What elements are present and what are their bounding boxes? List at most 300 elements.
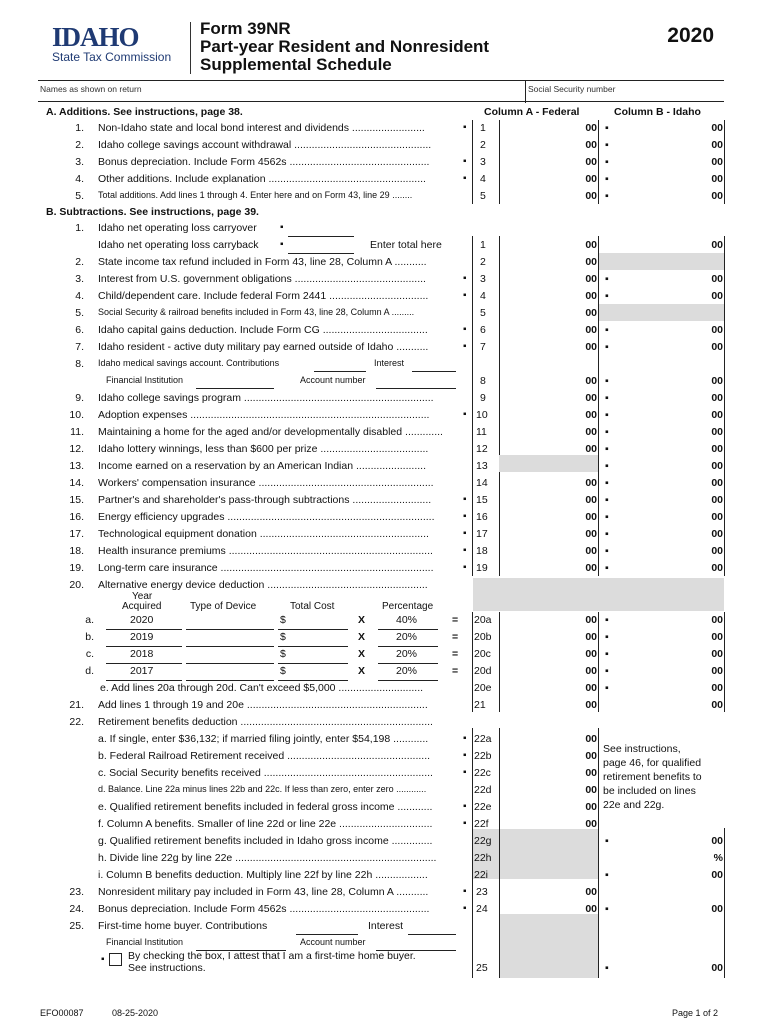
line-description: h. Divide line 22g by line 22e ..................................................................... <box>98 852 437 864</box>
bullet-marker: ▪ <box>463 324 467 335</box>
total-cost-header: Total Cost <box>290 601 335 612</box>
cents-col-b: 00 <box>711 290 723 302</box>
cents-col-b: 00 <box>711 139 723 151</box>
cents-col-b: 00 <box>711 665 723 677</box>
line-number: 3. <box>75 156 84 168</box>
multiply-sign: X <box>358 665 366 677</box>
box-number: 22d <box>474 784 492 796</box>
bullet-marker: ▪ <box>605 375 609 387</box>
bullet-marker: ▪ <box>463 818 467 829</box>
section-a-title: A. Additions. See instructions, page 38. <box>46 106 243 118</box>
cents-col-b: 00 <box>711 648 723 660</box>
box-number: 1 <box>480 122 486 134</box>
line-number: 22. <box>69 716 84 728</box>
bullet-marker: ▪ <box>605 477 609 489</box>
bullet-marker: ▪ <box>463 750 467 761</box>
year-line <box>106 680 182 681</box>
line-b1-carryback <box>0 239 770 256</box>
multiply-sign: X <box>358 614 366 626</box>
box-number: 15 <box>476 494 488 506</box>
line-b20b <box>0 631 770 648</box>
line-description: Idaho college savings program ................................................................. <box>98 392 434 404</box>
line-description: Idaho net operating loss carryback <box>98 239 259 251</box>
tax-year: 2020 <box>667 24 714 47</box>
line-number: 12. <box>69 443 84 455</box>
box-number: 22a <box>474 733 492 745</box>
form-title-line2: Supplemental Schedule <box>200 55 392 74</box>
bullet-marker: ▪ <box>605 409 609 421</box>
box-number: 9 <box>480 392 486 404</box>
bullet-marker: ▪ <box>463 767 467 778</box>
percentage-value: 20% <box>396 631 418 643</box>
box-number: 20e <box>474 682 492 694</box>
line-description: Other additions. Include explanation ...................................................... <box>98 173 426 185</box>
line-b19 <box>0 562 770 579</box>
cents-col-b: 00 <box>711 962 723 974</box>
year-header: Year <box>132 591 153 602</box>
cents-col-a: 00 <box>585 545 597 557</box>
line-number: 18. <box>69 545 84 557</box>
bullet-marker: ▪ <box>463 903 467 914</box>
cents-col-a: 00 <box>585 614 597 626</box>
line-description: Total additions. Add lines 1 through 4. Enter here and on Form 43, line 29 ........ <box>98 190 413 200</box>
cents-col-b: 00 <box>711 122 723 134</box>
bullet-marker: ▪ <box>605 392 609 404</box>
box-number: 16 <box>476 511 488 523</box>
bullet-marker: ▪ <box>605 528 609 540</box>
bullet-marker: ▪ <box>463 273 467 284</box>
institution-input-line[interactable] <box>196 388 274 389</box>
bullet-marker: ▪ <box>605 631 609 643</box>
cents-col-b: 00 <box>711 477 723 489</box>
attest-text: See instructions. <box>128 962 206 974</box>
dollar-sign: $ <box>280 631 286 643</box>
cents-col-a: 00 <box>585 341 597 353</box>
cents-col-a: 00 <box>585 392 597 404</box>
cents-col-a: 00 <box>585 290 597 302</box>
bullet-marker: ▪ <box>605 443 609 455</box>
cents-col-a: 00 <box>585 324 597 336</box>
bullet-marker: ▪ <box>605 614 609 626</box>
line-b5 <box>0 307 770 324</box>
box-number: 25 <box>476 962 488 974</box>
bullet-marker: ▪ <box>605 324 609 336</box>
box-number: 2 <box>480 139 486 151</box>
line-b25 <box>0 920 770 937</box>
bullet-marker: ▪ <box>605 545 609 557</box>
device-type-input[interactable] <box>186 629 274 630</box>
cents-col-b: 00 <box>711 631 723 643</box>
box-number: 5 <box>480 190 486 202</box>
account-input-line[interactable] <box>376 388 456 389</box>
line-b6 <box>0 324 770 341</box>
line-description: Bonus depreciation. Include Form 4562s ................................................ <box>98 903 430 915</box>
cents-col-a: 00 <box>585 375 597 387</box>
line-number: 25. <box>69 920 84 932</box>
line-b20d <box>0 665 770 682</box>
cents-col-a: 00 <box>585 767 597 779</box>
cents-col-b: 00 <box>711 375 723 387</box>
cents-col-b: 00 <box>711 528 723 540</box>
interest-label: Interest <box>368 920 404 932</box>
box-number: 17 <box>476 528 488 540</box>
line-b17 <box>0 528 770 545</box>
interest-input-line[interactable] <box>408 934 456 935</box>
cents-col-b: 00 <box>711 273 723 285</box>
line-description: Non-Idaho state and local bond interest and dividends ......................... <box>98 122 425 134</box>
line-description: Idaho medical savings account. Contributions <box>98 358 280 368</box>
line-b2 <box>0 256 770 273</box>
line-number: 24. <box>69 903 84 915</box>
cents-col-b: 00 <box>711 682 723 694</box>
line-description: d. Balance. Line 22a minus lines 22b and 22c. If less than zero, enter zero ............ <box>98 784 427 794</box>
line-b7 <box>0 341 770 358</box>
line-number: 17. <box>69 528 84 540</box>
bullet-marker: ▪ <box>463 341 467 352</box>
cents-col-b: 00 <box>711 392 723 404</box>
box-number: 6 <box>480 324 486 336</box>
line-number: 13. <box>69 460 84 472</box>
cents-col-b: 00 <box>711 426 723 438</box>
line-number: 15. <box>69 494 84 506</box>
line-description: Idaho college savings account withdrawal ............................................... <box>98 139 432 151</box>
bullet-marker: ▪ <box>605 648 609 660</box>
multiply-sign: X <box>358 648 366 660</box>
line-description: State income tax refund included in Form 43, line 28, Column A ........... <box>98 256 427 268</box>
line-number: 2. <box>75 256 84 268</box>
form-date: 08-25-2020 <box>112 1008 159 1018</box>
cents-col-b: 00 <box>711 835 723 847</box>
page-number: Page 1 of 2 <box>672 1008 719 1018</box>
device-type-header: Type of Device <box>190 601 257 612</box>
bullet-marker: ▪ <box>463 290 467 301</box>
cents-col-a: 00 <box>585 426 597 438</box>
line-description: Partner's and shareholder's pass-through subtractions ........................... <box>98 494 432 506</box>
device-type-input[interactable] <box>186 646 274 647</box>
line-description: Interest from U.S. government obligations ............................................. <box>98 273 426 285</box>
line-number: 8. <box>75 358 84 370</box>
line-number: 5. <box>75 190 84 202</box>
line-b25-attest-2 <box>0 962 770 979</box>
logo-mark: IDAHO <box>52 22 139 52</box>
box-number: 22g <box>474 835 492 847</box>
interest-input-line[interactable] <box>412 371 456 372</box>
line-description: Idaho net operating loss carryover <box>98 222 257 234</box>
names-label: Names as shown on return <box>40 84 142 94</box>
box-number: 4 <box>480 290 486 302</box>
line-description: a. If single, enter $36,132; if married filing jointly, enter $54,198 ............ <box>98 733 429 745</box>
box-number: 4 <box>480 173 486 185</box>
box-number: 22h <box>474 852 492 864</box>
line-number: 14. <box>69 477 84 489</box>
account-number-label: Account number <box>300 375 366 385</box>
form-header <box>38 16 738 72</box>
box-number: 21 <box>474 699 486 711</box>
box-number: 3 <box>480 156 486 168</box>
cents-col-b: 00 <box>711 173 723 185</box>
column-b-header: Column B - Idaho <box>614 106 701 118</box>
cents-col-a: 00 <box>585 494 597 506</box>
line-b22f <box>0 818 770 835</box>
line-number: 5. <box>75 307 84 319</box>
bullet-marker: ▪ <box>463 409 467 420</box>
equals-sign: = <box>452 631 459 643</box>
cents-col-a: 00 <box>585 801 597 813</box>
year-value: 2020 <box>130 614 154 626</box>
line-description: Technological equipment donation .......................................................... <box>98 528 429 540</box>
year-line <box>106 663 182 664</box>
line-number: 7. <box>75 341 84 353</box>
line-number: 1. <box>75 222 84 234</box>
line-b9 <box>0 392 770 409</box>
cents-col-a: 00 <box>585 511 597 523</box>
percent-sign: % <box>713 852 723 864</box>
cents-col-a: 00 <box>585 886 597 898</box>
multiply-sign: X <box>358 631 366 643</box>
bullet-marker: ▪ <box>463 156 467 167</box>
bullet-marker: ▪ <box>605 511 609 523</box>
line-b20e <box>0 682 770 699</box>
bullet-marker: ▪ <box>463 886 467 897</box>
form-number: Form 39NR <box>200 19 291 38</box>
percentage-line <box>378 680 438 681</box>
bullet-marker: ▪ <box>463 801 467 812</box>
box-number: 12 <box>476 443 488 455</box>
line-b15 <box>0 494 770 511</box>
line-description: Social Security & railroad benefits included in Form 43, line 28, Column A ......... <box>98 307 415 317</box>
attest-text: By checking the box, I attest that I am a first-time home buyer. <box>128 950 416 962</box>
line-b8-contributions <box>0 358 770 375</box>
line-b20a <box>0 614 770 631</box>
cents-col-b: 00 <box>711 562 723 574</box>
bullet-marker: ▪ <box>605 460 609 472</box>
bullet-marker: ▪ <box>605 139 609 151</box>
cents-col-b: 00 <box>711 460 723 472</box>
line-b21 <box>0 699 770 716</box>
line-b13 <box>0 460 770 477</box>
box-number: 14 <box>476 477 488 489</box>
line-number: d. <box>85 665 94 677</box>
bullet-marker: ▪ <box>280 222 284 233</box>
box-number: 5 <box>480 307 486 319</box>
cents-col-a: 00 <box>585 173 597 185</box>
total-cost-input[interactable] <box>278 629 348 630</box>
box-number: 22f <box>474 818 489 830</box>
cents-col-b: 00 <box>711 869 723 881</box>
bullet-marker: ▪ <box>605 426 609 438</box>
line-b24 <box>0 903 770 920</box>
bullet-marker: ▪ <box>605 290 609 302</box>
box-number: 20c <box>474 648 491 660</box>
column-a-header: Column A - Federal <box>484 106 580 118</box>
line-number: 6. <box>75 324 84 336</box>
line-b8-institution <box>0 375 770 392</box>
cents-col-b: 00 <box>711 511 723 523</box>
line-b3 <box>0 273 770 290</box>
acquired-header: Acquired <box>122 601 162 612</box>
equals-sign: = <box>452 665 459 677</box>
line-a4 <box>0 173 770 190</box>
year-value: 2018 <box>130 648 154 660</box>
line-number: b. <box>85 631 94 643</box>
line-description: Idaho capital gains deduction. Include Form CG .................................... <box>98 324 428 336</box>
line-b22i <box>0 869 770 886</box>
financial-institution-label: Financial Institution <box>106 937 184 947</box>
bullet-marker: ▪ <box>605 273 609 285</box>
bullet-marker: ▪ <box>101 954 105 965</box>
line-b23 <box>0 886 770 903</box>
account-number-label: Account number <box>300 937 366 947</box>
line-a5 <box>0 190 770 207</box>
cents-col-b: 00 <box>711 341 723 353</box>
line-number: c. <box>85 648 94 660</box>
line-description: Income earned on a reservation by an American Indian ........................ <box>98 460 427 472</box>
cents-col-a: 00 <box>585 239 597 251</box>
line-b22g <box>0 835 770 852</box>
line-number: 4. <box>75 173 84 185</box>
line-number: 19. <box>69 562 84 574</box>
line-description: Nonresident military pay included in Form 43, line 28, Column A ........... <box>98 886 429 898</box>
dollar-sign: $ <box>280 614 286 626</box>
enter-total-label: Enter total here <box>370 239 442 251</box>
cents-col-a: 00 <box>585 750 597 762</box>
line-b4 <box>0 290 770 307</box>
cents-col-b: 00 <box>711 699 723 711</box>
cents-col-a: 00 <box>585 903 597 915</box>
line-description: Idaho lottery winnings, less than $600 per prize ..................................... <box>98 443 429 455</box>
year-line <box>106 629 182 630</box>
device-type-input[interactable] <box>186 680 274 681</box>
idaho-logo <box>52 24 202 64</box>
percentage-value: 40% <box>396 614 418 626</box>
line-description: Alternative energy device deduction ....................................................... <box>98 579 428 591</box>
line-number: 2. <box>75 139 84 151</box>
dollar-sign: $ <box>280 665 286 677</box>
bullet-marker: ▪ <box>463 511 467 522</box>
percentage-value: 20% <box>396 648 418 660</box>
total-cost-input[interactable] <box>278 646 348 647</box>
ssn-label: Social Security number <box>528 84 616 94</box>
line-description: b. Federal Railroad Retirement received ................................................. <box>98 750 431 762</box>
box-number: 22e <box>474 801 492 813</box>
line-b22h <box>0 852 770 869</box>
line-number: 3. <box>75 273 84 285</box>
total-cost-input[interactable] <box>278 663 348 664</box>
box-number: 10 <box>476 409 488 421</box>
retirement-note <box>603 742 721 812</box>
dollar-sign: $ <box>280 648 286 660</box>
cents-col-a: 00 <box>585 409 597 421</box>
line-b12 <box>0 443 770 460</box>
box-number: 13 <box>476 460 488 472</box>
line-description: c. Social Security benefits received .......................................................... <box>98 767 433 779</box>
equals-sign: = <box>452 648 459 660</box>
line-description: Energy efficiency upgrades ....................................................................... <box>98 511 435 523</box>
carryover-input-line[interactable] <box>288 236 354 237</box>
box-number: 11 <box>476 426 487 438</box>
line-description: Maintaining a home for the aged and/or developmentally disabled ............. <box>98 426 443 438</box>
bullet-marker: ▪ <box>463 733 467 744</box>
line-b10 <box>0 409 770 426</box>
note-line: 22e and 22g. <box>603 799 665 811</box>
carryback-input-line[interactable] <box>288 253 354 254</box>
interest-label: Interest <box>374 358 405 368</box>
line-number: 4. <box>75 290 84 302</box>
cents-col-b: 00 <box>711 409 723 421</box>
note-line: See instructions, <box>603 743 681 755</box>
year-value: 2017 <box>130 665 154 677</box>
device-type-input[interactable] <box>186 663 274 664</box>
percentage-line <box>378 663 438 664</box>
year-line <box>106 646 182 647</box>
line-description: Add lines 1 through 19 and 20e .............................................................. <box>98 699 428 711</box>
percentage-line <box>378 646 438 647</box>
box-number: 8 <box>480 375 486 387</box>
box-number: 19 <box>476 562 488 574</box>
bullet-marker: ▪ <box>463 173 467 184</box>
cents-col-a: 00 <box>585 818 597 830</box>
bullet-marker: ▪ <box>605 156 609 168</box>
box-number: 3 <box>480 273 486 285</box>
bullet-marker: ▪ <box>463 494 467 505</box>
box-number: 20b <box>474 631 492 643</box>
bullet-marker: ▪ <box>463 528 467 539</box>
cents-col-a: 00 <box>585 307 597 319</box>
cents-col-a: 00 <box>585 477 597 489</box>
note-line: page 46, for qualified <box>603 757 702 769</box>
bullet-marker: ▪ <box>605 190 609 202</box>
line-a1 <box>0 122 770 139</box>
bullet-marker: ▪ <box>605 173 609 185</box>
cents-col-b: 00 <box>711 614 723 626</box>
line-a3 <box>0 156 770 173</box>
cents-col-b: 00 <box>711 324 723 336</box>
cents-col-a: 00 <box>585 528 597 540</box>
line-description: f. Column A benefits. Smaller of line 22d or line 22e ................................ <box>98 818 433 830</box>
line-number: 21. <box>69 699 84 711</box>
cents-col-b: 00 <box>711 190 723 202</box>
line-a2 <box>0 139 770 156</box>
contributions-input-line[interactable] <box>296 934 358 935</box>
line-description: Child/dependent care. Include federal Form 2441 .................................. <box>98 290 429 302</box>
cents-col-b: 00 <box>711 545 723 557</box>
box-number: 20d <box>474 665 492 677</box>
bullet-marker: ▪ <box>605 962 609 974</box>
cents-col-a: 00 <box>585 733 597 745</box>
line-description: Long-term care insurance ......................................................................... <box>98 562 434 574</box>
line-b16 <box>0 511 770 528</box>
cents-col-a: 00 <box>585 648 597 660</box>
contributions-input-line[interactable] <box>314 371 366 372</box>
cents-col-a: 00 <box>585 443 597 455</box>
bullet-marker: ▪ <box>605 835 609 847</box>
financial-institution-label: Financial Institution <box>106 375 184 385</box>
line-description: Health insurance premiums ...................................................................... <box>98 545 433 557</box>
box-number: 24 <box>476 903 488 915</box>
line-b20c <box>0 648 770 665</box>
title-block <box>200 20 489 74</box>
total-cost-input[interactable] <box>278 680 348 681</box>
bullet-marker: ▪ <box>463 562 467 573</box>
line-description: Workers' compensation insurance ............................................................ <box>98 477 434 489</box>
percentage-line <box>378 629 438 630</box>
ssn-divider <box>525 81 526 103</box>
line-b11 <box>0 426 770 443</box>
bullet-marker: ▪ <box>605 494 609 506</box>
line-number: 23. <box>69 886 84 898</box>
line-number: 9. <box>75 392 84 404</box>
percentage-header: Percentage <box>382 601 434 612</box>
